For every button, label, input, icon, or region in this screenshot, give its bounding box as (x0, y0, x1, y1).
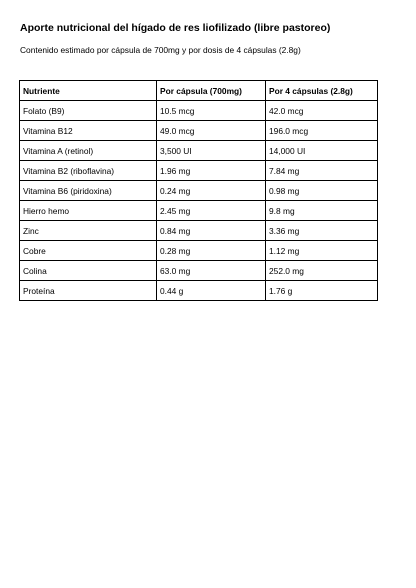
per-capsule-cell: 0.28 mg (157, 241, 266, 261)
table-header-row (20, 81, 378, 101)
per-dose-cell: 196.0 mcg (266, 121, 378, 141)
per-capsule-cell: 0.84 mg (157, 221, 266, 241)
header-per-capsule: Por cápsula (700mg) (157, 81, 266, 101)
table-row (20, 281, 378, 301)
table-row (20, 201, 378, 221)
per-capsule-cell: 63.0 mg (157, 261, 266, 281)
nutrient-name-cell: Folato (B9) (20, 101, 157, 121)
table-row (20, 261, 378, 281)
nutrient-name-cell: Zinc (20, 221, 157, 241)
document-subtitle: Contenido estimado por cápsula de 700mg y por dosis de 4 cápsulas (2.8g) (20, 45, 301, 55)
per-dose-cell: 14,000 UI (266, 141, 378, 161)
nutrient-name-cell: Vitamina B2 (riboflavina) (20, 161, 157, 181)
document-title: Aporte nutricional del hígado de res liofilizado (libre pastoreo) (20, 22, 331, 34)
table-row (20, 101, 378, 121)
per-capsule-cell: 0.24 mg (157, 181, 266, 201)
nutrient-table (19, 80, 378, 301)
per-dose-cell: 1.12 mg (266, 241, 378, 261)
per-capsule-cell: 10.5 mcg (157, 101, 266, 121)
per-capsule-cell: 3,500 UI (157, 141, 266, 161)
per-dose-cell: 3.36 mg (266, 221, 378, 241)
nutrient-name-cell: Vitamina B6 (piridoxina) (20, 181, 157, 201)
per-dose-cell: 9.8 mg (266, 201, 378, 221)
table-row (20, 241, 378, 261)
per-dose-cell: 7.84 mg (266, 161, 378, 181)
nutrient-name-cell: Vitamina B12 (20, 121, 157, 141)
nutrient-name-cell: Proteína (20, 281, 157, 301)
per-dose-cell: 1.76 g (266, 281, 378, 301)
table-row (20, 181, 378, 201)
header-nutrient: Nutriente (20, 81, 157, 101)
per-capsule-cell: 49.0 mcg (157, 121, 266, 141)
per-dose-cell: 252.0 mg (266, 261, 378, 281)
header-per-four-capsules: Por 4 cápsulas (2.8g) (266, 81, 378, 101)
per-dose-cell: 0.98 mg (266, 181, 378, 201)
nutrient-name-cell: Hierro hemo (20, 201, 157, 221)
nutrient-name-cell: Cobre (20, 241, 157, 261)
table-row (20, 161, 378, 181)
table-row (20, 141, 378, 161)
per-capsule-cell: 0.44 g (157, 281, 266, 301)
nutrient-name-cell: Colina (20, 261, 157, 281)
per-capsule-cell: 1.96 mg (157, 161, 266, 181)
nutrient-name-cell: Vitamina A (retinol) (20, 141, 157, 161)
per-dose-cell: 42.0 mcg (266, 101, 378, 121)
per-capsule-cell: 2.45 mg (157, 201, 266, 221)
table-row (20, 121, 378, 141)
table-row (20, 221, 378, 241)
